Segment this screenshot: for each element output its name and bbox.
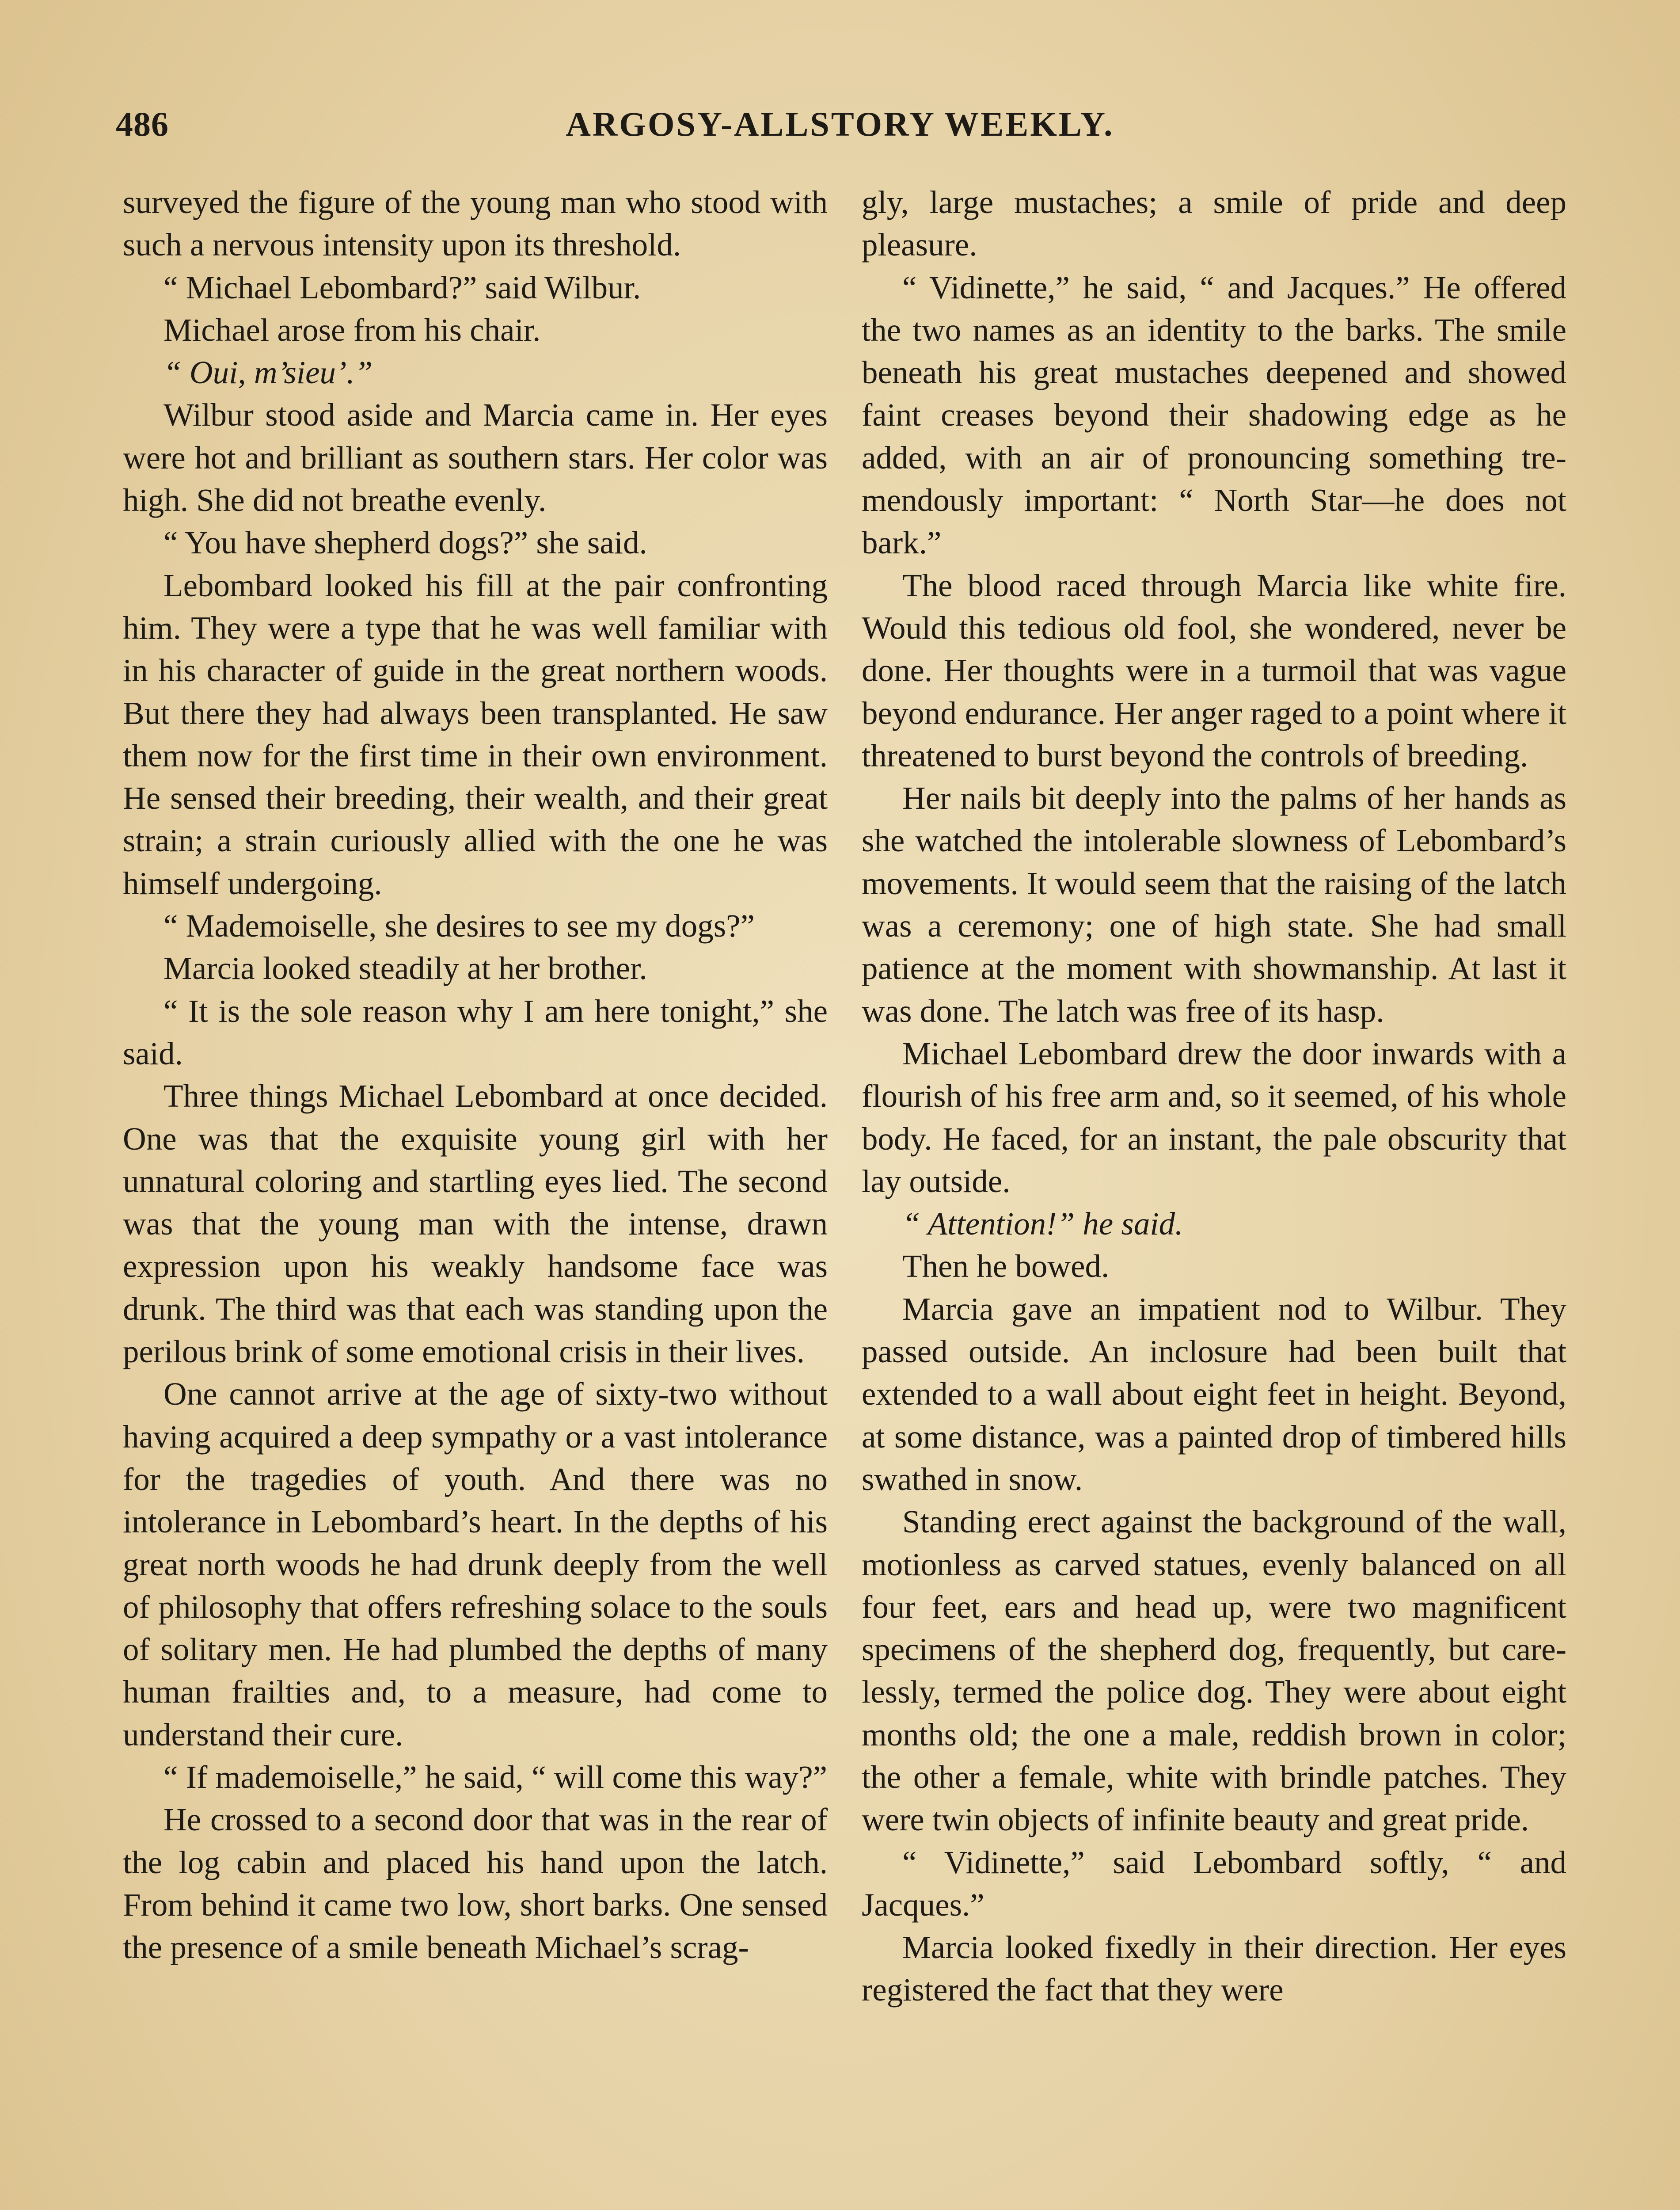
paragraph: The blood raced through Marcia like white fire. Would this tedious old fool, she wondered, never be done. Her thoughts were in a turmoil that was vague beyond endurance. Her anger raged to a point where it threatened to burst beyond the controls of breeding. — [862, 567, 1566, 774]
paragraph: Then he bowed. — [902, 1248, 1110, 1284]
paragraph: He crossed to a second door that was in the rear of the log cabin and placed his hand upon the latch. From behind it came two low, short barks. One sensed the presence of a smile beneath Michael’s scrag- — [123, 1802, 828, 1966]
paragraph: “ Michael Lebombard?” said Wilbur. — [163, 269, 641, 305]
paragraph: surveyed the figure of the young man who stood with such a nervous intensity upon its threshold. — [123, 184, 828, 263]
running-head: ARGOSY-ALLSTORY WEEKLY. — [566, 105, 1114, 143]
text-column-left — [123, 181, 828, 2210]
text-column-right — [862, 181, 1566, 2210]
paragraph: Her nails bit deeply into the palms of her hands as she watched the intolerable slowness of Lebombard’s movements. It would seem that the raising of the latch was a ceremony; one of high state. She had small patience at the moment with showmanship. At last it was done. The latch was free of its hasp. — [862, 780, 1566, 1029]
paragraph: “ Attention!” he said. — [902, 1206, 1183, 1242]
paragraph: Michael Lebombard drew the door inwards with a flourish of his free arm and, so it seemed, of his whole body. He faced, for an instant, the pale obscurity that lay outside. — [862, 1035, 1566, 1199]
paragraph: “ If mademoiselle,” he said, “ will come this way?” — [163, 1759, 828, 1795]
page-number: 486 — [116, 105, 169, 143]
paragraph: “ You have shepherd dogs?” she said. — [163, 525, 647, 561]
paragraph: Standing erect against the background of the wall, motionless as carved statues, evenly balanced on all four feet, ears and head up, were two magnificent specimens of the shepherd dog, frequently, but carelessly, termed the police dog. They were about eight months old; the one a male, reddish brown in color; the other a female, white with brindle patches. They were twin objects of infinite beauty and great pride. — [862, 1504, 1566, 1838]
paragraph: “ Vidinette,” he said, “ and Jacques.” He offered the two names as an identity to the barks. The smile beneath his great mustaches deepened and showed faint creases beyond their shadowing edge as he added, with an air of pronouncing something tremendously important: “ North Star—he does not bark.” — [862, 269, 1566, 561]
paragraph: “ Vidinette,” said Lebombard softly, “ and Jacques.” — [862, 1844, 1566, 1923]
paragraph: “ Oui, m’sieu’.” — [163, 354, 373, 391]
paragraph: Three things Michael Lebombard at once decided. One was that the exquisite young girl with her unnatural coloring and startling eyes lied. The second was that the young man with the intense, drawn expression upon his weakly handsome face was drunk. The third was that each was standing upon the perilous brink of some emotional crisis in their lives. — [123, 1078, 828, 1370]
paragraph: gly, large mustaches; a smile of pride and deep pleasure. — [862, 184, 1566, 263]
paragraph: Lebombard looked his fill at the pair confronting him. They were a type that he was well familiar with in his character of guide in the great northern woods. But there they had always been transplanted. He saw them now for the first time in their own environment. He sensed their breeding, their wealth, and their great strain; a strain curiously allied with the one he was himself undergoing. — [123, 567, 828, 901]
paragraph: Wilbur stood aside and Marcia came in. Her eyes were hot and brilliant as southern stars. Her color was high. She did not breathe evenly. — [123, 397, 828, 518]
paragraph: Marcia looked steadily at her brother. — [163, 950, 647, 987]
paragraph: Marcia looked fixedly in their direction. Her eyes registered the fact that they were — [862, 1929, 1566, 2008]
paragraph: “ It is the sole reason why I am here tonight,” she said. — [123, 993, 828, 1071]
paragraph: One cannot arrive at the age of sixty-two without having acquired a deep sympathy or a vast intolerance for the tragedies of youth. And there was no intolerance in Lebombard’s heart. In the depths of his great north woods he had drunk deeply from the well of philosophy that offers refreshing solace to the souls of solitary men. He had plumbed the depths of many human frailties and, to a measure, had come to understand their cure. — [123, 1376, 828, 1753]
paragraph: Marcia gave an impatient nod to Wilbur. They passed outside. An inclosure had been built that extended to a wall about eight feet in height. Beyond, at some distance, was a painted drop of timbered hills swathed in snow. — [862, 1291, 1566, 1497]
paragraph: “ Mademoiselle, she desires to see my dogs?” — [163, 908, 755, 944]
paragraph: Michael arose from his chair. — [163, 312, 541, 348]
